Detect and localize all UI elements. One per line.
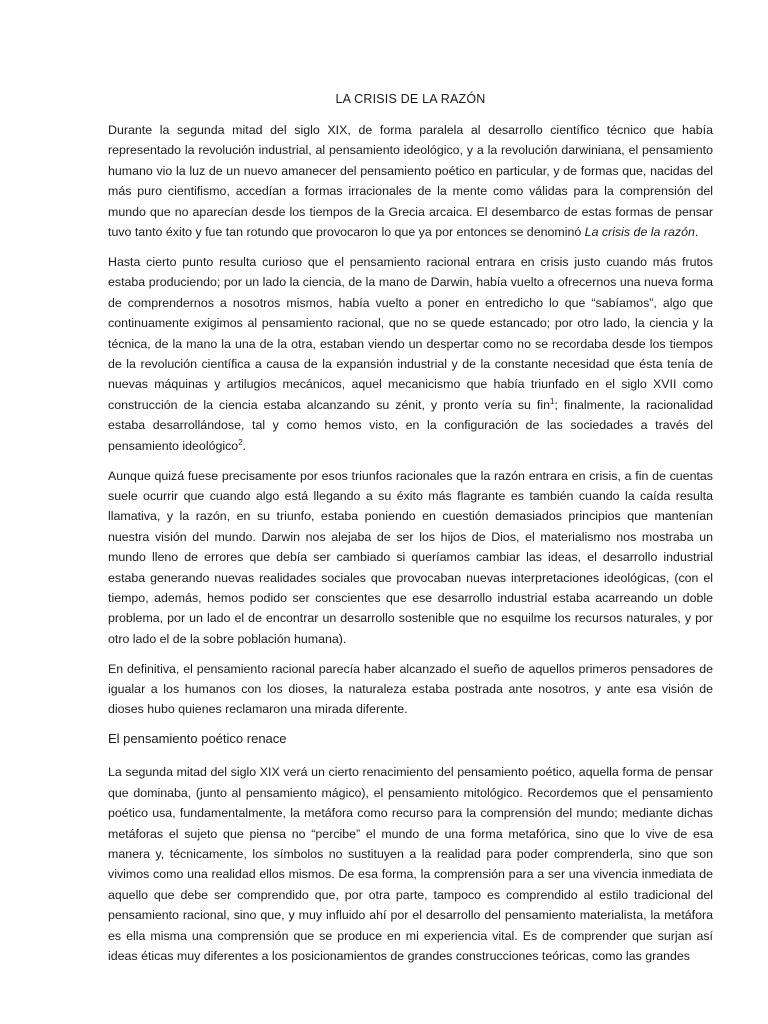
document-title: LA CRISIS DE LA RAZÓN (335, 92, 486, 106)
paragraph-2-text-b: ; finalmente, la racionalidad estaba desarrollándose, tal y como hemos visto, en la configuración de las sociedades a través del pensamiento ideológico (108, 397, 713, 453)
document-page (108, 92, 713, 976)
footnote-ref-1[interactable]: 1 (550, 396, 555, 406)
paragraph-1-text: Durante la segunda mitad del siglo XIX, de forma paralela al desarrollo científico técnico que había representado la revolución industrial, al pensamiento ideológico, y a la revolución darwiniana, el pensamiento humano vio la luz de un nuevo amanecer del pensamiento poético en particular, y de formas que, nacidas del más puro cientifismo, accedían a formas irracionales de la mente como válidas para la comprensión del mundo que no aparecían desde los tiempos de la Grecia arcaica. El desembarco de estas formas de pensar tuvo tanto éxito y fue tan rotundo que provocaron lo que ya por entonces se denominó (108, 123, 713, 240)
section-heading: El pensamiento poético renace (108, 731, 287, 747)
footnote-ref-2[interactable]: 2 (238, 437, 243, 447)
paragraph-1-italic: La crisis de la razón (584, 225, 695, 240)
paragraph-4: En definitiva, el pensamiento racional parecía haber alcanzado el sueño de aquellos primeros pensadores de igualar a los humanos con los dioses, la naturaleza estaba postrada ante nosotros, y ante esa visión de dioses hubo quienes reclamaron una mirada diferente. (108, 661, 713, 717)
paragraph-1-end: . (694, 225, 699, 240)
paragraph-2-text-a: Hasta cierto punto resulta curioso que el pensamiento racional entrara en crisis justo cuando más frutos estaba produciendo; por un lado la ciencia, de la mano de Darwin, había vuelto a ofrecernos una nueva forma de comprendernos a nosotros mismos, había vuelto a poner en entredicho lo que “sabíamos”, algo que continuamente exigimos al pensamiento racional, que no se quede estancado; por otro lado, la ciencia y la técnica, de la mano la una de la otra, estaban viendo un despertar como no se recordaba desde los tiempos de la revolución científica a causa de la expansión industrial y de la constante necesidad que ésta tenía de nuevas máquinas y artilugios mecánicos, aquel mecanicismo que había triunfado en el siglo XVII como construcción de la ciencia estaba alcanzando su zénit, y pronto vería su fin (108, 254, 713, 412)
paragraph-2-end: . (242, 438, 247, 453)
paragraph-3: Aunque quizá fuese precisamente por esos triunfos racionales que la razón entrara en crisis, a fin de cuentas suele ocurrir que cuando algo está llegando a su éxito más flagrante es también cuando la caída resulta llamativa, y la razón, en su triunfo, estaba poniendo en cuestión demasiados principios que mantenían nuestra visión del mundo. Darwin nos alejaba de ser los hijos de Dios, el materialismo nos mostraba un mundo lleno de errores que debía ser cambiado si queríamos cambiar las ideas, el desarrollo industrial estaba generando nuevas realidades sociales que provocaban nuevas interpretaciones ideológicas, (con el tiempo, además, hemos podido ser conscientes que ese desarrollo industrial estaba acarreando un doble problema, por un lado el de encontrar un desarrollo sostenible que no esquilme los recursos naturales, y por otro lado el de la sobre población humana). (108, 468, 713, 646)
paragraph-1 (108, 120, 713, 242)
paragraph-5: La segunda mitad del siglo XIX verá un cierto renacimiento del pensamiento poético, aquella forma de pensar que dominaba, (junto al pensamiento mágico), el pensamiento mitológico. Recordemos que el pensamiento poético usa, fundamentalmente, la metáfora como recurso para la comprensión del mundo; mediante dichas metáforas el sujeto que piensa no “percibe” el mundo de una forma metafórica, sino que lo vive de esa manera y, técnicamente, los símbolos no sustituyen a la realidad para poder comprenderla, sino que son vivimos como una realidad ellos mismos. De esa forma, la comprensión para a ser una vivencia inmediata de aquello que debe ser comprendido que, por otra parte, tampoco es comprendido al estilo tradicional del pensamiento racional, sino que, y muy influido ahí por el desarrollo del pensamiento materialista, la metáfora es ella misma una comprensión que se produce en mi experiencia vital. Es de comprender que surjan así ideas éticas muy diferentes a los posicionamientos de grandes construcciones teóricas, como las grandes (108, 765, 713, 964)
paragraph-2 (108, 252, 713, 456)
